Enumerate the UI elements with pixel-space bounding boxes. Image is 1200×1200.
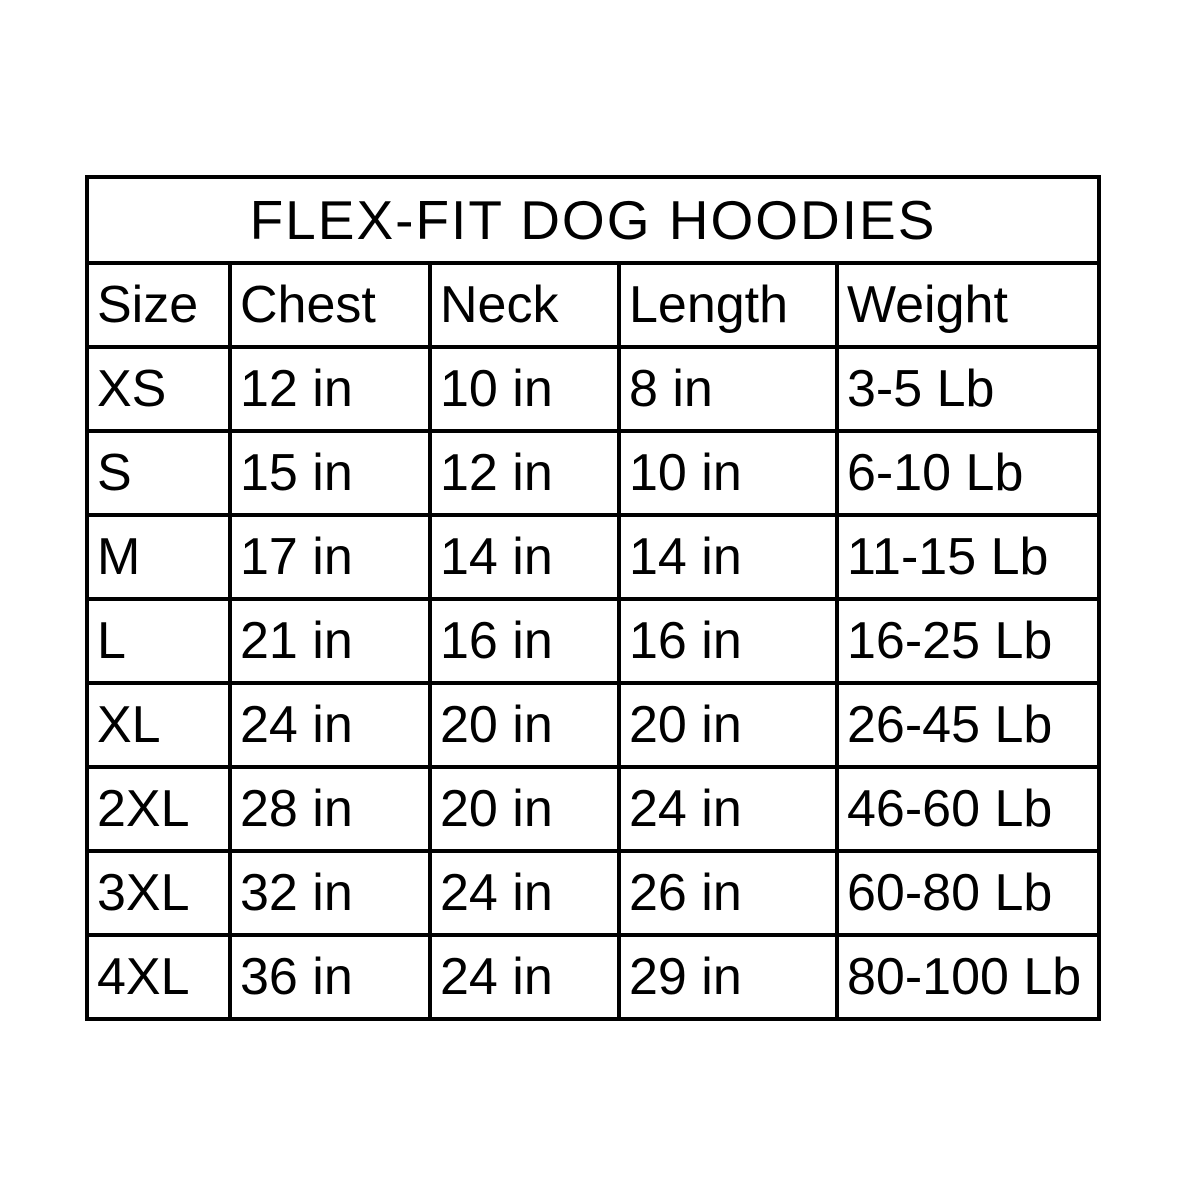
table-cell: 15 in: [230, 431, 430, 515]
table-cell: L: [87, 599, 230, 683]
table-cell: 60-80 Lb: [837, 851, 1099, 935]
table-cell: 29 in: [619, 935, 837, 1019]
table-row: [87, 767, 1099, 851]
title-row: [87, 177, 1099, 263]
table-row: [87, 935, 1099, 1019]
table-cell: 80-100 Lb: [837, 935, 1099, 1019]
table-body: [87, 347, 1099, 1019]
table-cell: S: [87, 431, 230, 515]
table-cell: 28 in: [230, 767, 430, 851]
table-cell: 24 in: [430, 935, 619, 1019]
table-cell: 32 in: [230, 851, 430, 935]
column-header-chest: Chest: [230, 263, 430, 347]
table-cell: 46-60 Lb: [837, 767, 1099, 851]
table-row: [87, 431, 1099, 515]
table-cell: 11-15 Lb: [837, 515, 1099, 599]
table-cell: 16-25 Lb: [837, 599, 1099, 683]
table-cell: 24 in: [230, 683, 430, 767]
table-cell: 10 in: [619, 431, 837, 515]
table-cell: 4XL: [87, 935, 230, 1019]
table-cell: 36 in: [230, 935, 430, 1019]
table-cell: 26 in: [619, 851, 837, 935]
table-cell: 24 in: [619, 767, 837, 851]
table-cell: M: [87, 515, 230, 599]
column-header-neck: Neck: [430, 263, 619, 347]
table-cell: 21 in: [230, 599, 430, 683]
table-cell: 6-10 Lb: [837, 431, 1099, 515]
table-cell: 17 in: [230, 515, 430, 599]
table-cell: 20 in: [430, 683, 619, 767]
column-header-length: Length: [619, 263, 837, 347]
column-header-weight: Weight: [837, 263, 1099, 347]
table-cell: 3-5 Lb: [837, 347, 1099, 431]
table-cell: 10 in: [430, 347, 619, 431]
table-cell: 14 in: [619, 515, 837, 599]
header-row: [87, 263, 1099, 347]
column-header-size: Size: [87, 263, 230, 347]
table-cell: 26-45 Lb: [837, 683, 1099, 767]
table-cell: 16 in: [619, 599, 837, 683]
table-row: [87, 683, 1099, 767]
table-cell: XS: [87, 347, 230, 431]
size-chart-table: [85, 175, 1101, 1021]
table-cell: 20 in: [430, 767, 619, 851]
table-cell: 20 in: [619, 683, 837, 767]
table-cell: 2XL: [87, 767, 230, 851]
table-title: FLEX-FIT DOG HOODIES: [87, 177, 1099, 263]
table-cell: 12 in: [430, 431, 619, 515]
table-cell: 14 in: [430, 515, 619, 599]
table-cell: 16 in: [430, 599, 619, 683]
table-cell: 3XL: [87, 851, 230, 935]
table-row: [87, 347, 1099, 431]
table-cell: 8 in: [619, 347, 837, 431]
table-cell: 12 in: [230, 347, 430, 431]
table-row: [87, 599, 1099, 683]
table-row: [87, 515, 1099, 599]
table-cell: 24 in: [430, 851, 619, 935]
table-cell: XL: [87, 683, 230, 767]
table-row: [87, 851, 1099, 935]
